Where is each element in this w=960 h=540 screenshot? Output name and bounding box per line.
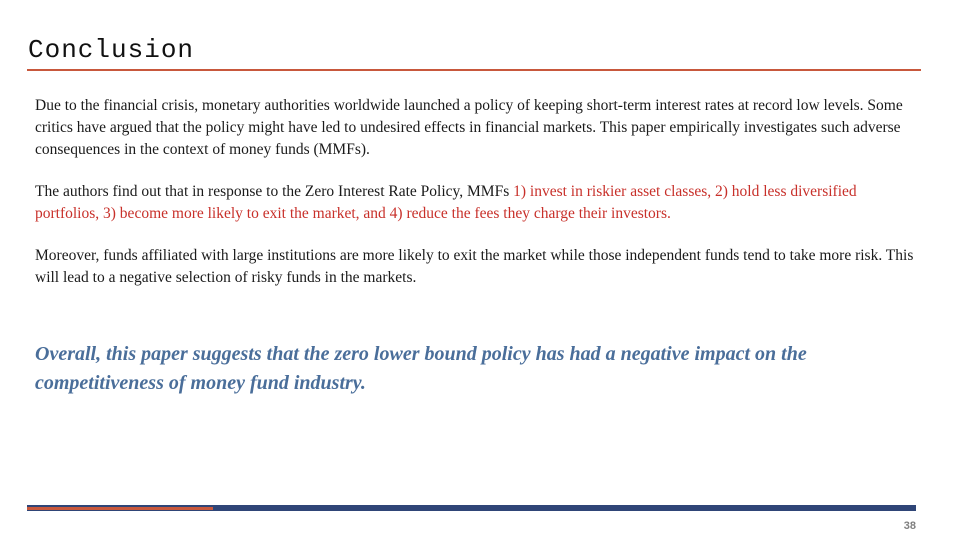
findings-intro: The authors find out that in response to the Zero Interest Rate Policy, MMFs: [35, 183, 514, 200]
findings-highlight: 1) invest in riskier asset classes, 2) hold less diversified portfolios, 3) become more likely to exit the market, and 4) reduce the fees they charge their investors.: [35, 183, 857, 222]
paragraph-findings: [35, 181, 915, 225]
paragraph-affiliation: Moreover, funds affiliated with large institutions are more likely to exit the market while those independent funds tend to take more risk. This will lead to a negative selection of risky funds in the markets.: [35, 247, 914, 286]
title-divider: [27, 69, 921, 71]
paragraph-background: Due to the financial crisis, monetary authorities worldwide launched a policy of keeping short-term interest rates at record low levels. Some critics have argued that the policy might have led to undesired effects in financial markets. This paper empirically investigates such adverse consequences in the context of money funds (MMFs).: [35, 97, 903, 158]
page-number: 38: [903, 520, 916, 532]
footer-accent-bar: [27, 507, 213, 510]
slide-title: Conclusion: [28, 35, 195, 65]
conclusion-statement: Overall, this paper suggests that the zero lower bound policy has had a negative impact on the competitiveness of money fund industry.: [35, 343, 807, 394]
slide-body: [35, 95, 915, 289]
